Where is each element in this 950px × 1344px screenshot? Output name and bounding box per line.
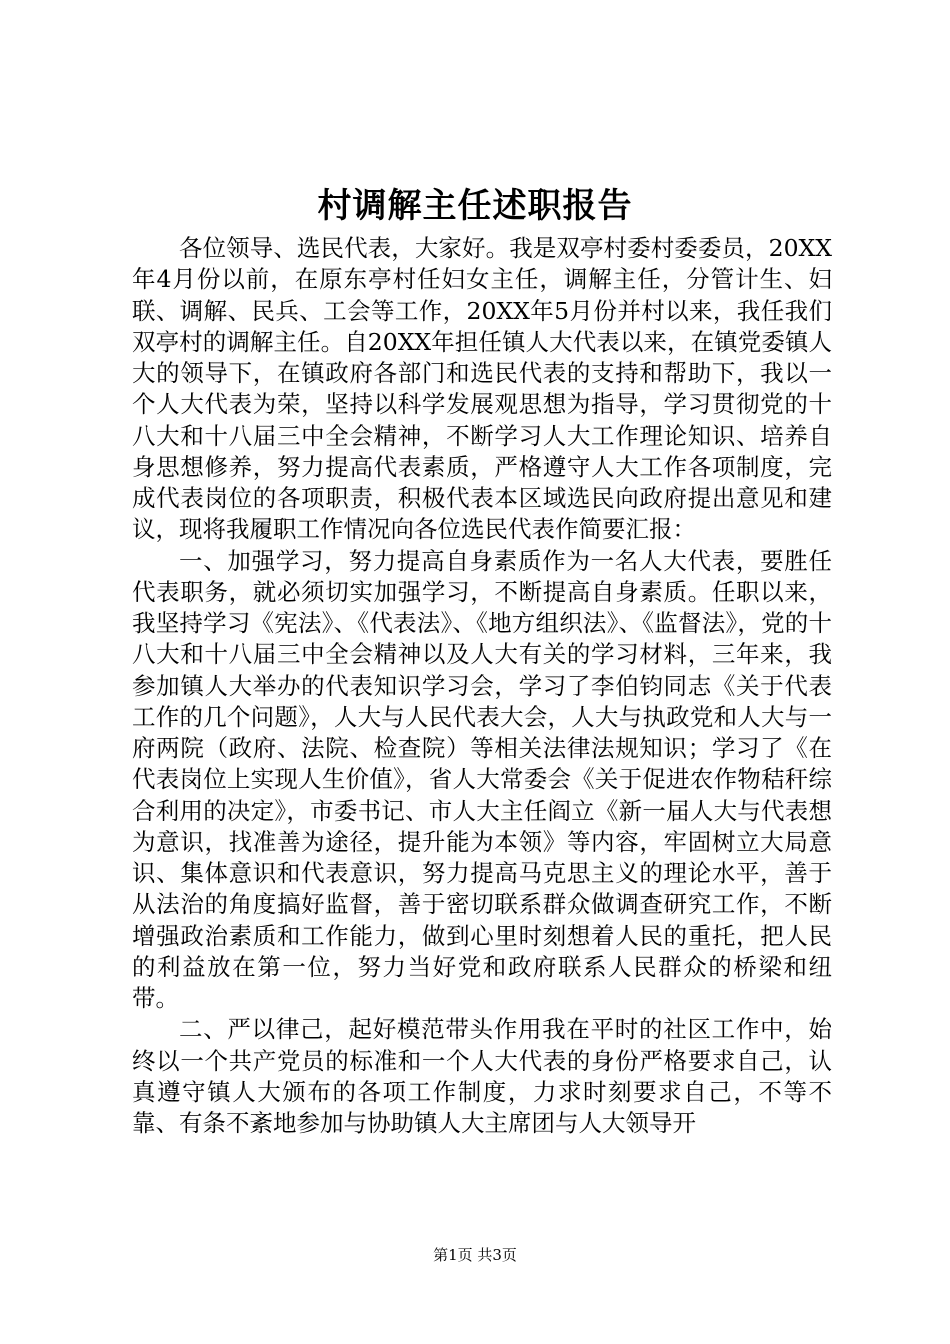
paragraph-section-one: 一、加强学习，努力提高自身素质作为一名人大代表，要胜任代表职务，就必须切实加强学习，不断提高自身素质。任职以来，我坚持学习《宪法》、《代表法》、《地方组织法》、《监督法》，党的十八大和十八届三中全会精神以及人大有关的学习材料，三年来，我参加镇人大举办的代表知识学习会，学习了李伯钧同志《关于代表工作的几个问题》，人大与人民代表大会，人大与执政党和人大与一府两院（政府、法院、检查院）等相关法律法规知识；学习了《在代表岗位上实现人生价值》，省人大常委会《关于促进农作物秸秆综合利用的决定》，市委书记、市人大主任阎立《新一届人大与代表想为意识，找准善为途径，提升能为本领》等内容，牢固树立大局意识、集体意识和代表意识，努力提高马克思主义的理论水平，善于从法治的角度搞好监督，善于密切联系群众做调查研究工作，不断增强政治素质和工作能力，做到心里时刻想着人民的重托，把人民的利益放在第一位，努力当好党和政府联系人民群众的桥梁和纽带。 xyxy=(132,546,832,1012)
paragraph-section-two: 二、严以律己，起好模范带头作用我在平时的社区工作中，始终以一个共产党员的标准和一个人大代表的身份严格要求自己，认真遵守镇人大颁布的各项工作制度，力求时刻要求自己，不等不靠、有条不紊地参加与协助镇人大主席团与人大领导开 xyxy=(132,1015,832,1137)
document-body xyxy=(132,233,832,1139)
paragraph-intro: 各位领导、选民代表，大家好。我是双亭村委村委委员，20XX年4月份以前，在原东亭村任妇女主任，调解主任，分管计生、妇联、调解、民兵、工会等工作，20XX年5月份并村以来，我任我们双亭村的调解主任。自20XX年担任镇人大代表以来，在镇党委镇人大的领导下，在镇政府各部门和选民代表的支持和帮助下，我以一个人大代表为荣，坚持以科学发展观思想为指导，学习贯彻党的十八大和十八届三中全会精神，不断学习人大工作理论知识、培养自身思想修养，努力提高代表素质，严格遵守人大工作各项制度，完成代表岗位的各项职责，积极代表本区域选民向政府提出意见和建议，现将我履职工作情况向各位选民代表作简要汇报： xyxy=(132,234,832,544)
page-number-footer: 第1页 共3页 xyxy=(433,1246,517,1264)
document-title: 村调解主任述职报告 xyxy=(317,186,633,226)
